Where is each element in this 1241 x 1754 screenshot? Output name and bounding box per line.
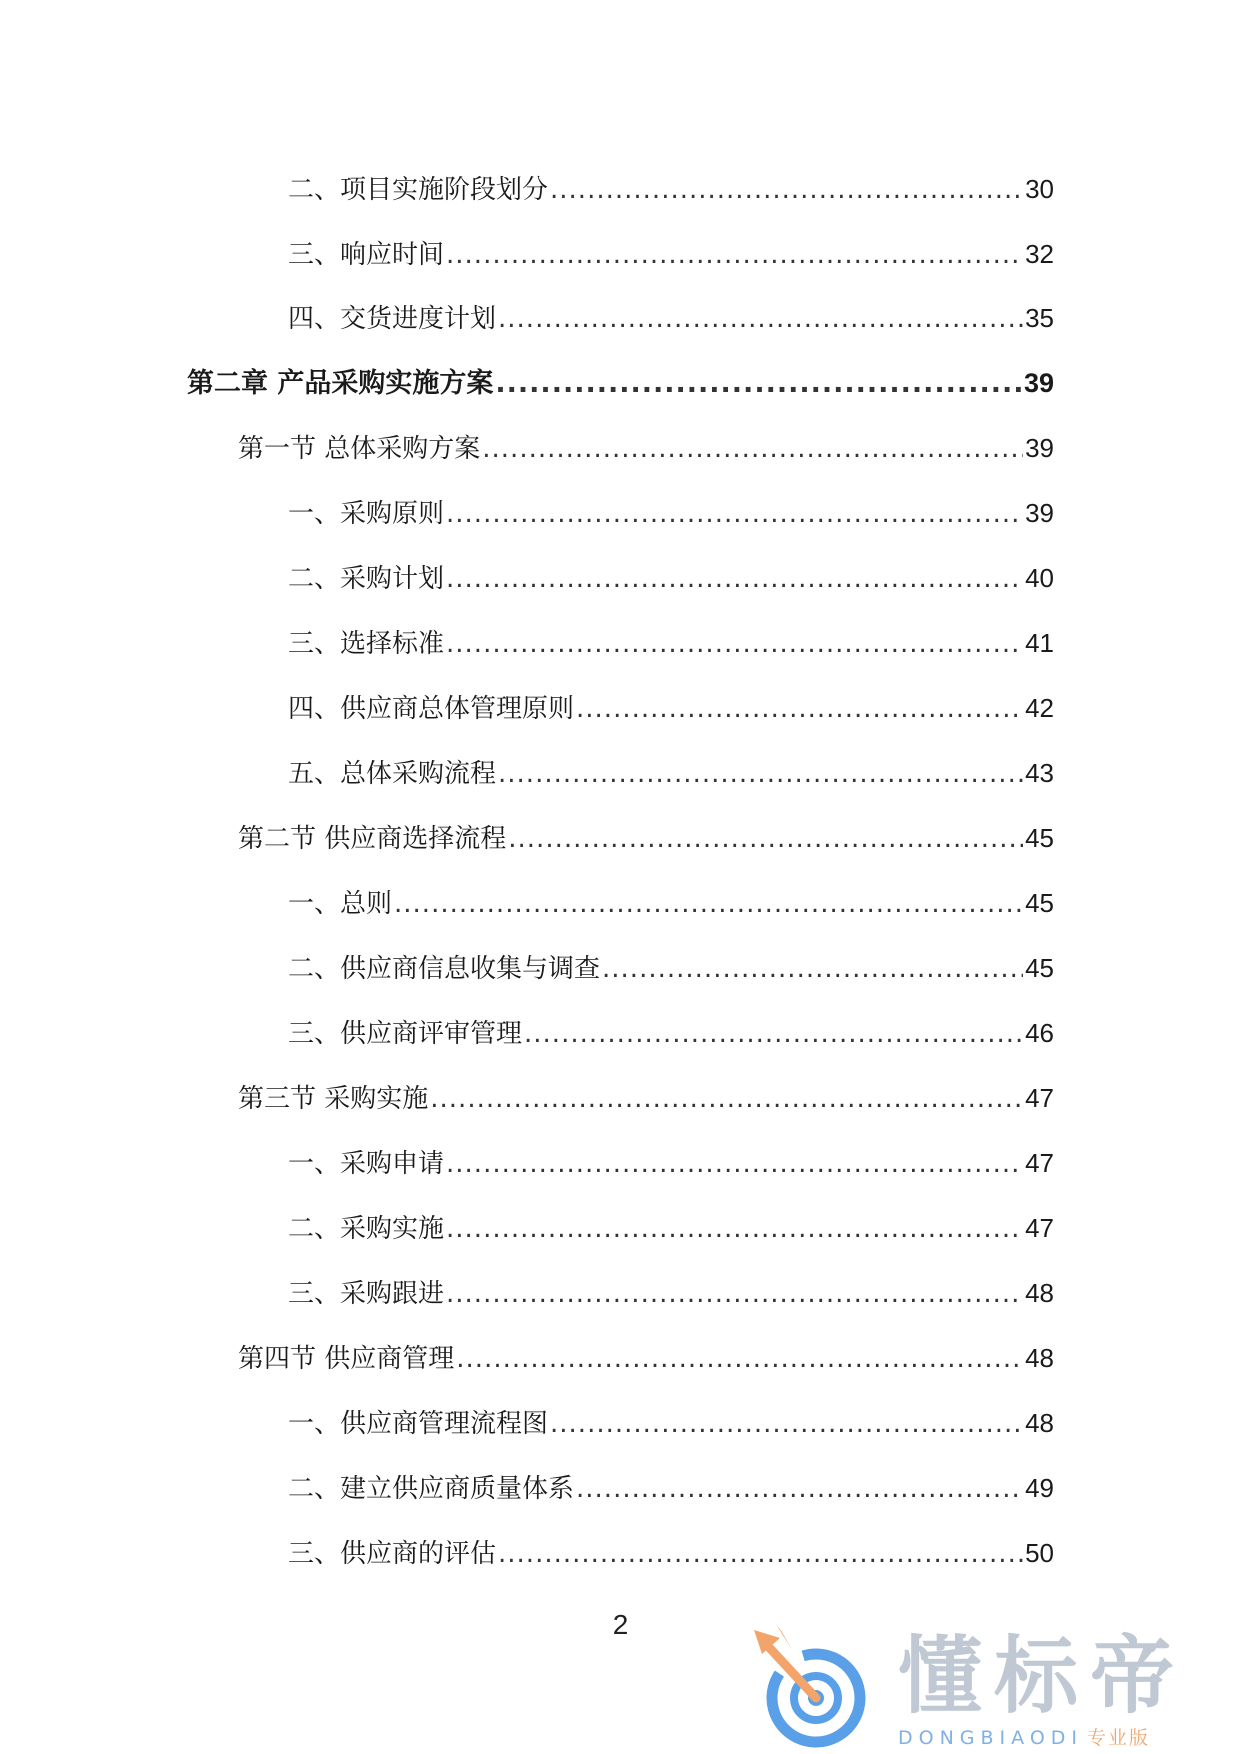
toc-entry[interactable] — [288, 169, 1054, 209]
toc-leader — [394, 884, 1023, 924]
toc-entry[interactable] — [288, 558, 1054, 598]
toc-entry-page: 39 — [1025, 498, 1054, 528]
toc-entry-page: 32 — [1025, 239, 1054, 269]
toc-entry-page: 41 — [1025, 628, 1054, 658]
toc-entry-page: 47 — [1025, 1213, 1054, 1243]
toc-leader — [576, 689, 1023, 729]
toc-leader — [446, 1209, 1023, 1249]
toc-leader — [430, 1079, 1023, 1119]
toc-entry-title: 一、采购原则 — [288, 499, 445, 529]
toc-leader — [446, 235, 1023, 275]
toc-entry-page: 47 — [1025, 1083, 1054, 1113]
toc-leader — [508, 819, 1023, 859]
toc-entry-page: 43 — [1025, 758, 1054, 788]
toc-leader — [576, 1469, 1023, 1509]
toc-entry-title: 三、供应商的评估 — [288, 1539, 497, 1569]
toc-leader — [446, 624, 1023, 664]
toc-entry[interactable] — [288, 493, 1054, 533]
page-number: 2 — [612, 1609, 629, 1640]
toc-entry-page: 48 — [1025, 1408, 1054, 1438]
toc-entry-title: 四、供应商总体管理原则 — [288, 694, 575, 724]
toc-entry[interactable] — [288, 1013, 1054, 1053]
toc-leader — [550, 1404, 1023, 1444]
toc-entry-title: 二、项目实施阶段划分 — [288, 175, 549, 205]
toc-entry[interactable] — [288, 1468, 1054, 1508]
toc-entry-title: 第二章 产品采购实施方案 — [187, 368, 494, 399]
watermark-subtitle — [898, 1726, 1150, 1750]
toc-entry[interactable] — [288, 1533, 1054, 1573]
toc-leader — [446, 494, 1023, 534]
toc-entry-title: 第二节 供应商选择流程 — [238, 824, 507, 854]
toc-entry[interactable] — [288, 1403, 1054, 1443]
toc-entry-title: 第三节 采购实施 — [238, 1084, 429, 1114]
toc-leader — [482, 429, 1023, 469]
watermark-edition: 专业版 — [1087, 1727, 1151, 1749]
toc-entry[interactable] — [288, 753, 1054, 793]
toc-leader — [524, 1014, 1023, 1054]
toc-entry-title: 第一节 总体采购方案 — [238, 434, 481, 464]
toc-entry[interactable] — [288, 234, 1054, 274]
toc-entry-title: 一、总则 — [288, 889, 393, 919]
toc-leader — [446, 559, 1023, 599]
toc-entry-page: 35 — [1025, 303, 1054, 333]
toc-leader — [498, 1534, 1023, 1574]
toc-entry-page: 30 — [1025, 174, 1054, 204]
toc-entry[interactable] — [288, 1208, 1054, 1248]
toc-entry[interactable] — [288, 623, 1054, 663]
toc-entry-page: 40 — [1025, 563, 1054, 593]
toc-entry[interactable] — [288, 883, 1054, 923]
toc-entry-title: 二、供应商信息收集与调查 — [288, 954, 601, 984]
toc-entry-title: 一、采购申请 — [288, 1149, 445, 1179]
toc-entry-section[interactable] — [238, 818, 1054, 858]
toc-entry-section[interactable] — [238, 1078, 1054, 1118]
toc-entry-page: 46 — [1025, 1018, 1054, 1048]
toc-entry-page: 39 — [1023, 368, 1054, 398]
toc-leader — [456, 1339, 1023, 1379]
toc-entry-section[interactable] — [238, 1338, 1054, 1378]
toc-leader — [550, 170, 1023, 210]
toc-entry-title: 三、响应时间 — [288, 240, 445, 270]
toc-entry-title: 二、采购实施 — [288, 1214, 445, 1244]
toc-entry-page: 50 — [1025, 1538, 1054, 1568]
toc-entry-title: 第四节 供应商管理 — [238, 1344, 455, 1374]
watermark-name: 懂标帝 — [898, 1627, 1187, 1725]
toc-entry-page: 47 — [1025, 1148, 1054, 1178]
target-arrow-icon — [746, 1620, 886, 1754]
toc-leader — [495, 364, 1022, 404]
toc-entry[interactable] — [288, 688, 1054, 728]
toc-leader — [498, 299, 1023, 339]
toc-entry-page: 48 — [1025, 1343, 1054, 1373]
toc-entry-page: 48 — [1025, 1278, 1054, 1308]
toc-entry[interactable] — [288, 298, 1054, 338]
toc-leader — [498, 754, 1023, 794]
toc-leader — [446, 1144, 1023, 1184]
toc-entry-page: 39 — [1025, 433, 1054, 463]
toc-leader — [602, 949, 1023, 989]
toc-leader — [446, 1274, 1023, 1314]
toc-entry-page: 49 — [1025, 1473, 1054, 1503]
toc-entry-chapter[interactable] — [187, 363, 1054, 403]
toc-entry-title: 三、选择标准 — [288, 629, 445, 659]
toc-entry[interactable] — [288, 1143, 1054, 1183]
watermark-logo — [746, 1620, 1241, 1754]
toc-entry-title: 二、建立供应商质量体系 — [288, 1474, 575, 1504]
toc-entry-title: 五、总体采购流程 — [288, 759, 497, 789]
toc-entry-page: 45 — [1025, 953, 1054, 983]
toc-entry-page: 45 — [1025, 888, 1054, 918]
watermark-latin: DONGBIAODI — [898, 1727, 1084, 1749]
toc-entry-title: 四、交货进度计划 — [288, 304, 497, 334]
toc-entry[interactable] — [288, 948, 1054, 988]
toc-entry[interactable] — [288, 1273, 1054, 1313]
toc-entry-page: 42 — [1025, 693, 1054, 723]
toc-entry-section[interactable] — [238, 428, 1054, 468]
toc-entry-title: 三、采购跟进 — [288, 1279, 445, 1309]
toc-entry-title: 三、供应商评审管理 — [288, 1019, 523, 1049]
toc-entry-title: 一、供应商管理流程图 — [288, 1409, 549, 1439]
toc-entry-page: 45 — [1025, 823, 1054, 853]
toc-entry-title: 二、采购计划 — [288, 564, 445, 594]
